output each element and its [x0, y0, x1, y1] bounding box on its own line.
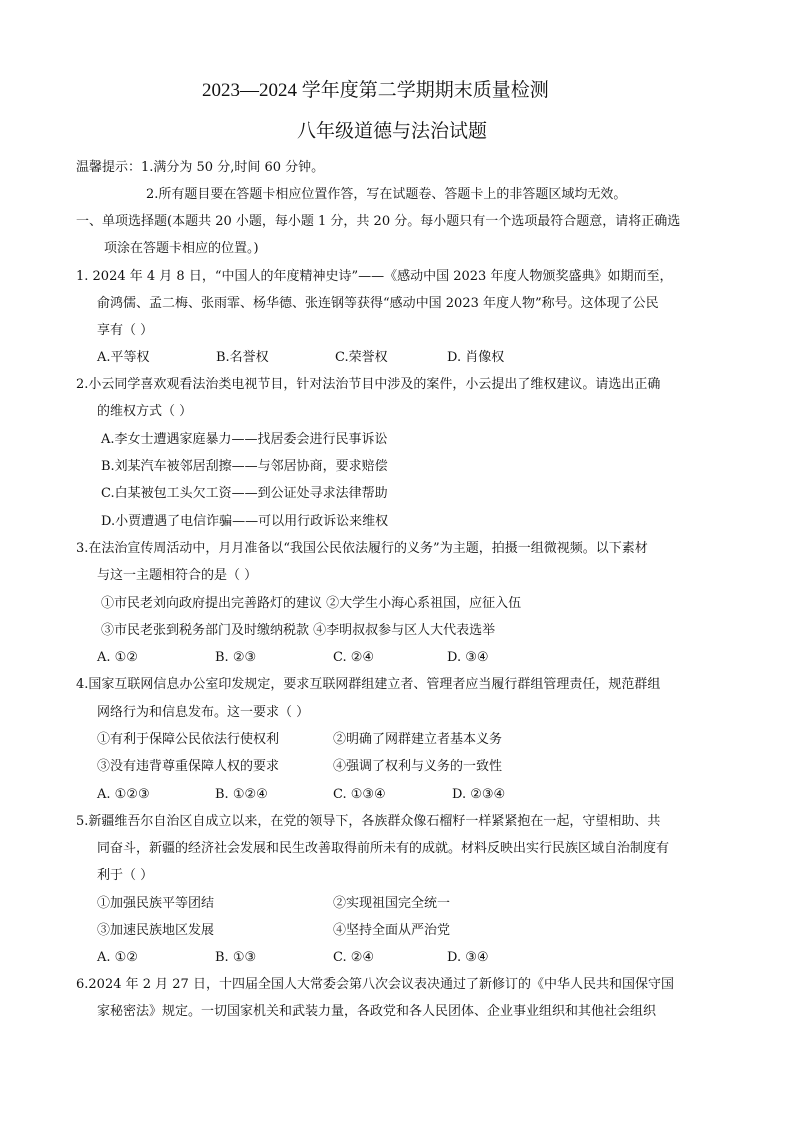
question-2-choice-d: D.小贾遭遇了电信诈骗——可以用行政诉讼来维权: [101, 514, 389, 529]
statement-1: ①加强民族平等团结: [97, 896, 215, 911]
option-d: D. ②③④: [452, 787, 506, 802]
question-1-line-2: 俞鸿儒、孟二梅、张雨霏、杨华德、张连钢等获得“感动中国 2023 年度人物”称号。这体现了公民: [97, 296, 659, 311]
question-3-line-2: 与这一主题相符合的是（ ）: [97, 568, 258, 583]
notice-line-1: 温馨提示：1.满分为 50 分,时间 60 分钟。: [76, 160, 325, 175]
option-b: B. ①③: [215, 950, 257, 965]
option-b: B. ①②④: [215, 787, 268, 802]
exam-subtitle: 八年级道德与法治试题: [297, 121, 488, 142]
question-1-options: [97, 350, 697, 366]
statement-2: ②明确了网群建立者基本义务: [333, 732, 503, 747]
question-5-line-3: 利于（ ）: [97, 868, 154, 883]
question-2-line-2: 的维权方式（ ）: [97, 404, 193, 419]
question-4-options: [97, 787, 697, 803]
option-a: A.平等权: [97, 350, 150, 365]
notice-line-2: 2.所有题目要在答题卡相应位置作答，写在试题卷、答题卡上的非答题区域均无效。: [146, 187, 627, 202]
question-3-item-line-2: ③市民老张到税务部门及时缴纳税款 ④李明叔叔参与区人大代表选举: [101, 623, 496, 638]
question-5-items-row-2: [97, 923, 697, 939]
question-4-line-2: 网络行为和信息发布。这一要求（ ）: [97, 705, 310, 720]
option-d: D. ③④: [447, 650, 489, 665]
question-5-options: [97, 950, 697, 966]
option-b: B.名誉权: [216, 350, 269, 365]
question-5-line-1: 5.新疆维吾尔自治区自成立以来，在党的领导下，各族群众像石榴籽一样紧紧抱在一起，守望相助、共: [76, 814, 661, 829]
question-3-options: [97, 650, 697, 666]
question-6-line-1: 6.2024 年 2 月 27 日，十四届全国人大常委会第八次会议表决通过了新修订的《中华人民共和国保守国: [76, 977, 674, 992]
question-2-choice-a: A.李女士遭遇家庭暴力——找居委会进行民事诉讼: [101, 432, 388, 447]
question-1-line-3: 享有（ ）: [97, 323, 154, 338]
section-heading-line-1: 一、单项选择题(本题共 20 小题，每小题 1 分，共 20 分。每小题只有一个选项最符合题意，请将正确选: [76, 214, 681, 229]
section-heading-line-2: 项涂在答题卡相应的位置。): [104, 241, 259, 256]
statement-1: ①有利于保障公民依法行使权利: [97, 732, 280, 747]
question-5-items-row-1: [97, 896, 697, 912]
option-a: A. ①②: [97, 950, 138, 965]
option-d: D. 肖像权: [447, 350, 505, 365]
question-4-items-row-2: [97, 759, 697, 775]
option-c: C. ②④: [333, 650, 375, 665]
exam-title: 2023—2024 学年度第二学期期末质量检测: [202, 80, 549, 101]
question-2-choice-b: B.刘某汽车被邻居刮擦——与邻居协商，要求赔偿: [101, 459, 388, 474]
question-5-line-2: 同奋斗，新疆的经济社会发展和民生改善取得前所未有的成就。材料反映出实行民族区域自治制度有: [97, 841, 670, 856]
question-4-items-row-1: [97, 732, 697, 748]
option-c: C. ①③④: [333, 787, 386, 802]
option-c: C. ②④: [333, 950, 375, 965]
question-3-item-line-1: ①市民老刘向政府提出完善路灯的建议 ②大学生小海心系祖国，应征入伍: [101, 596, 522, 611]
option-d: D. ③④: [447, 950, 489, 965]
option-a: A. ①②③: [97, 787, 150, 802]
question-3-line-1: 3.在法治宣传周活动中，月月准备以“我国公民依法履行的义务”为主题，拍摄一组微视频。以下素材: [76, 541, 648, 556]
option-c: C.荣誉权: [335, 350, 388, 365]
statement-4: ④坚持全面从严治党: [333, 923, 451, 938]
question-6-line-2: 家秘密法》规定。一切国家机关和武装力量，各政党和各人民团体、企业事业组织和其他社会组织: [97, 1004, 657, 1019]
statement-3: ③没有违背尊重保障人权的要求: [97, 759, 280, 774]
option-b: B. ②③: [215, 650, 257, 665]
question-2-line-1: 2.小云同学喜欢观看法治类电视节目，针对法治节目中涉及的案件，小云提出了维权建议。请选出正确: [76, 377, 661, 392]
statement-2: ②实现祖国完全统一: [333, 896, 451, 911]
option-a: A. ①②: [97, 650, 138, 665]
statement-3: ③加速民族地区发展: [97, 923, 215, 938]
question-2-choice-c: C.白某被包工头欠工资——到公证处寻求法律帮助: [101, 486, 388, 501]
question-1-line-1: 1. 2024 年 4 月 8 日，“中国人的年度精神史诗”——《感动中国 2023 年度人物颁奖盛典》如期而至，: [76, 269, 673, 284]
question-4-line-1: 4.国家互联网信息办公室印发规定，要求互联网群组建立者、管理者应当履行群组管理责任，规范群组: [76, 677, 661, 692]
statement-4: ④强调了权利与义务的一致性: [333, 759, 503, 774]
